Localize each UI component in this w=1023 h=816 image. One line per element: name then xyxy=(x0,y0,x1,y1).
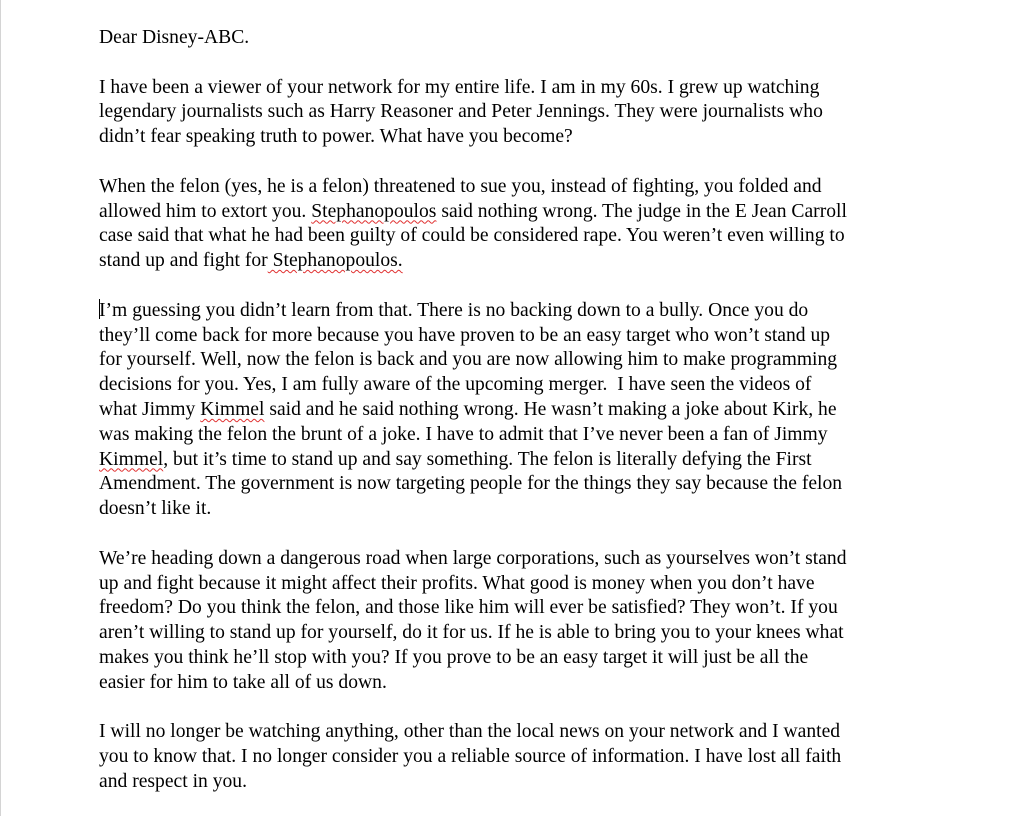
paragraph-1-line: I have been a viewer of your network for my entire life. I am in my 60s. I grew up watching xyxy=(99,76,820,98)
paragraph-3-line: was making the felon the brunt of a joke. I have to admit that I’ve never been a fan of Jimmy xyxy=(99,423,828,445)
text-segment: I’m guessing you didn’t learn from that. There is no backing down to a bully. Once you do xyxy=(99,299,809,321)
paragraph-1 xyxy=(99,76,931,150)
paragraph-4-line: up and fight because it might affect their profits. What good is money when you don’t have xyxy=(99,572,815,594)
text-segment: what Jimmy xyxy=(99,398,201,420)
document-body[interactable] xyxy=(99,26,931,816)
paragraph-3-line xyxy=(99,448,931,473)
spellcheck-flagged-word[interactable]: Kimmel xyxy=(200,398,265,420)
paragraph-3-line xyxy=(99,299,931,324)
paragraph-3-line: they’ll come back for more because you have proven to be an easy target who won’t stand up xyxy=(99,324,831,346)
spellcheck-flagged-word[interactable]: Stephanopoulos xyxy=(311,200,437,222)
paragraph-5-line: and respect in you. xyxy=(99,770,247,792)
paragraph-4-line: easier for him to take all of us down. xyxy=(99,671,387,693)
salutation-paragraph xyxy=(99,26,931,51)
paragraph-3-line: decisions for you. Yes, I am fully aware of the upcoming merger. I have seen the videos of xyxy=(99,374,812,396)
paragraph-2-line: case said that what he had been guilty of could be considered rape. You weren’t even willing to xyxy=(99,225,845,247)
paragraph-1-line: didn’t fear speaking truth to power. What have you become? xyxy=(99,126,573,148)
spellcheck-flagged-word[interactable]: Kimmel xyxy=(99,448,164,470)
text-segment: stand up and fight for xyxy=(99,250,268,272)
paragraph-4-line: freedom? Do you think the felon, and those like him will ever be satisfied? They won’t. If you xyxy=(99,597,838,619)
paragraph-3-line: for yourself. Well, now the felon is back and you are now allowing him to make programming xyxy=(99,349,838,371)
paragraph-3-line xyxy=(99,398,931,423)
paragraph-4 xyxy=(99,547,931,696)
paragraph-2 xyxy=(99,175,931,274)
paragraph-2-line xyxy=(99,200,931,225)
paragraph-3 xyxy=(99,299,931,522)
text-segment: said and he said nothing wrong. He wasn’t making a joke about Kirk, he xyxy=(264,398,837,420)
paragraph-4-line: We’re heading down a dangerous road when large corporations, such as yourselves won’t stand xyxy=(99,547,847,569)
paragraph-5-line: you to know that. I no longer consider you a reliable source of information. I have lost all faith xyxy=(99,746,842,768)
text-segment: , but it’s time to stand up and say something. The felon is literally defying the First xyxy=(163,448,812,470)
paragraph-3-line: doesn’t like it. xyxy=(99,498,212,520)
spellcheck-flagged-word[interactable]: Stephanopoulos. xyxy=(267,250,403,272)
text-segment: allowed him to extort you. xyxy=(99,200,312,222)
paragraph-4-line: makes you think he’ll stop with you? If you prove to be an easy target it will just be all the xyxy=(99,646,809,668)
paragraph-5 xyxy=(99,720,931,794)
paragraph-4-line: aren’t willing to stand up for yourself, do it for us. If he is able to bring you to your knees what xyxy=(99,622,844,644)
paragraph-3-line: Amendment. The government is now targeting people for the things they say because the felon xyxy=(99,473,843,495)
paragraph-1-line: legendary journalists such as Harry Reasoner and Peter Jennings. They were journalists who xyxy=(99,101,823,123)
text-segment: said nothing wrong. The judge in the E Jean Carroll xyxy=(436,200,847,222)
paragraph-2-line xyxy=(99,249,931,274)
paragraph-5-line: I will no longer be watching anything, other than the local news on your network and I wanted xyxy=(99,721,841,743)
salutation: Dear Disney-ABC. xyxy=(99,27,250,48)
paragraph-2-line: When the felon (yes, he is a felon) threatened to sue you, instead of fighting, you folded and xyxy=(99,175,822,197)
